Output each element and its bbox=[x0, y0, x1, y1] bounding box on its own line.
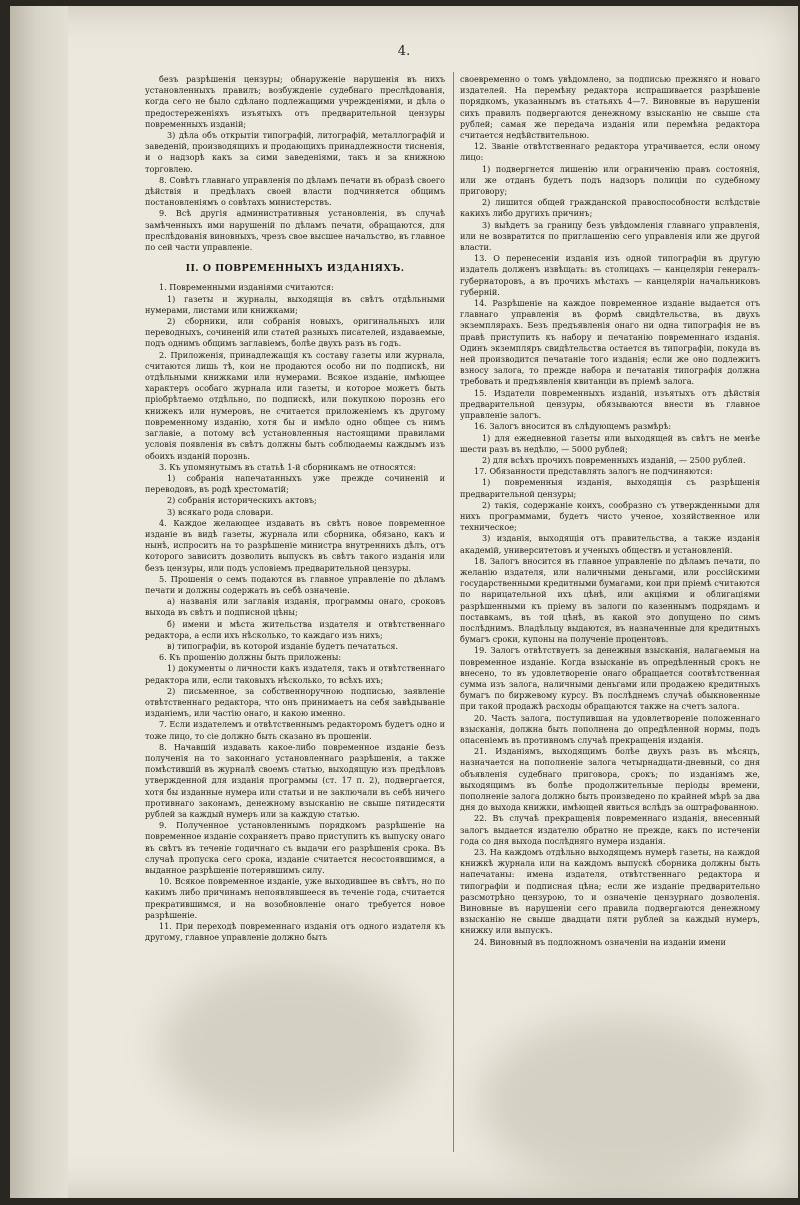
paragraph: 11. При переходѣ повременнаго изданія отъ одного издателя къ другому, главное управленіе должно быть bbox=[145, 921, 445, 943]
paragraph: 1) для ежедневной газеты или выходящей въ свѣтъ не менѣе шести разъ въ недѣлю, — 5000 рублей; bbox=[460, 432, 760, 454]
paragraph: б) имени и мѣста жительства издателя и отвѣтственнаго редактора, а если ихъ нѣсколько, то каждаго изъ нихъ; bbox=[145, 618, 445, 640]
paragraph: 3) всякаго рода словари. bbox=[167, 506, 274, 517]
right-column bbox=[460, 74, 760, 948]
paragraph: 3) дѣла объ открытіи типографій, литографій, металлографій и заведеній, производящихъ и продающихъ принадлежности тисненія, и о надзорѣ какъ за сими заведеніями, такъ и за книжною торговлею. bbox=[145, 130, 445, 174]
paragraph: 15. Издатели повременныхъ изданій, изъятыхъ отъ дѣйствія предварительной цензуры, обязываются внести въ главное управленіе залогъ. bbox=[460, 387, 760, 421]
left-column bbox=[145, 74, 445, 943]
paragraph: 9. Всѣ другія административныя установленія, въ случаѣ замѣченныхъ ими нарушеній по дѣламъ печати, обращаются, для преслѣдованія виновныхъ, чрезъ свое высшее начальство, въ главное по сей части управленіе. bbox=[145, 208, 445, 253]
paragraph: 9. Полученное установленнымъ порядкомъ разрѣшеніе на повременное изданіе сохраняетъ право приступить къ выпуску онаго въ свѣтъ въ теченіе годичнаго съ выдачи его разрѣшенія срока. Въ случаѣ пропуска сего срока, изданіе считается несостоявшимся, а выданное разрѣшеніе потерявшимъ силу. bbox=[145, 820, 445, 876]
paragraph: 1) собранія напечатанныхъ уже прежде сочиненій и переводовъ, въ родѣ хрестоматій; bbox=[145, 472, 445, 495]
paragraph: 2) лишится общей гражданской правоспособности вслѣдствіе какихъ либо другихъ причинъ; bbox=[460, 197, 760, 219]
paragraph: 2. Приложенія, принадлежащія къ составу газеты или журнала, считаются лишь тѣ, кои не продаются особо ни по подпискѣ, ни отдѣльными книжками или нумерами. Всякое изданіе, имѣющее характеръ особаго журнала или газеты, и которое можетъ быть пріобрѣтаемо отдѣльно, по подпискѣ, или покупкою порознь его книжекъ или нумеровъ, не считается приложеніемъ къ другому повременному изданію, хотя бы и имѣло одно общее съ нимъ заглавіе, а потому всѣ установленныя настоящими правилами условія появленія въ свѣтъ должны быть соблюдаемы каждымъ изъ обоихъ изданій порознь. bbox=[145, 349, 445, 461]
paragraph: 2) такія, содержаніе коихъ, сообразно съ утвержденными для нихъ программами, будетъ чисто ученое, хозяйственное или техническое; bbox=[460, 499, 760, 533]
paragraph: 1) газеты и журналы, выходящія въ свѣтъ отдѣльными нумерами, листами или книжками; bbox=[145, 293, 445, 315]
paragraph: 14. Разрѣшеніе на каждое повременное изданіе выдается отъ главнаго управленія въ формѣ свидѣтельства, въ двухъ экземплярахъ. Безъ предъявленія онаго ни одна типографія не въ правѣ приступить къ набору и печатанію повременнаго изданія. Одинъ экземпляръ свидѣтельства остается въ типографіи, покуда въ ней производится печатаніе того изданія; если же оно подлежитъ взносу залога, то прежде набора и печатанія типографія должна требовать и предъявленія квитанціи въ пріемѣ залога. bbox=[460, 298, 760, 387]
paragraph: 4. Каждое желающее издавать въ свѣтъ новое повременное изданіе въ видѣ газеты, журнала или сборника, обязано, какъ и нынѣ, испросить на то разрѣшеніе министра внутреннихъ дѣлъ, отъ которого зависитъ дозволить выпускъ въ свѣтъ такого изданія или безъ цензуры, или подъ условіемъ предварительной цензуры. bbox=[145, 517, 445, 573]
paragraph: безъ разрѣшенія цензуры; обнаруженіе нарушенія въ нихъ установленныхъ правилъ; возбужденіе судебнаго преслѣдованія, когда сего не было сдѣлано подлежащими учрежденіями, и дѣла о предостереженіяхъ изъятыхъ отъ предварительной цензуры повременныхъ изданій; bbox=[145, 74, 445, 129]
paragraph: 16. Залогъ вносится въ слѣдующемъ размѣрѣ: bbox=[474, 421, 672, 432]
paragraph: 22. Въ случаѣ прекращенія повременнаго изданія, внесенный залогъ выдается издателю обратно не прежде, какъ по истеченіи года со дня выхода послѣдняго нумера изданія. bbox=[460, 813, 760, 846]
water-stain bbox=[160, 966, 420, 1126]
paragraph: 12. Званіе отвѣтственнаго редактора утрачивается, если оному лицо: bbox=[460, 141, 760, 163]
paragraph: 5. Прошенія о семъ подаются въ главное управленіе по дѣламъ печати и должны содержать въ себѣ означеніе. bbox=[145, 573, 445, 595]
column-divider bbox=[453, 72, 454, 1152]
paragraph: а) названія или заглавія изданія, программы онаго, сроковъ выхода въ свѣтъ и подписной цѣны; bbox=[145, 596, 445, 618]
paragraph: 2) письменное, за собственноручною подписью, заявленіе отвѣтственнаго редактора, что онъ принимаетъ на себя завѣдываніе изданіемъ, или частію онаго, и какою именно. bbox=[145, 685, 445, 719]
paragraph: 3) выѣдетъ за границу безъ увѣдомленія главнаго управленія, или не возвратится по приглашенію сего управленія или же другой власти. bbox=[460, 219, 760, 253]
paragraph: 2) собранія историческихъ актовъ; bbox=[167, 495, 317, 506]
paragraph: 2) сборники, или собранія новыхъ, оригинальныхъ или переводныхъ, сочиненій или статей разныхъ писателей, издаваемые, подъ однимъ общимъ заглавіемъ, болѣе двухъ разъ въ годъ. bbox=[145, 316, 445, 349]
paragraph: 1. Повременными изданіями считаются: bbox=[159, 282, 334, 293]
page-number: 4. bbox=[397, 44, 411, 59]
paragraph: 10. Всякое повременное изданіе, уже выходившее въ свѣтъ, но по какимъ либо причинамъ непоявлявшееся въ теченіе года, считается прекратившимся, и на возобновленіе онаго требуется новое разрѣшеніе. bbox=[145, 876, 445, 920]
section-heading: II. О ПОВРЕМЕННЫХЪ ИЗДАНІЯХЪ. bbox=[185, 263, 405, 275]
paragraph: 20. Часть залога, поступившая на удовлетвореніе положеннаго взысканія, должна быть пополнена до опредѣленной нормы, подъ опасеніемъ въ противномъ случаѣ прекращенія изданія. bbox=[460, 712, 760, 745]
paragraph: 3. Къ упомянутымъ въ статьѣ 1-й сборникамъ не относятся: bbox=[159, 461, 417, 472]
paragraph: 8. Совѣтъ главнаго управленія по дѣламъ печати въ образѣ своего дѣйствія и предѣлахъ своей власти подчиняется общимъ постановленіямъ о совѣтахъ министерствъ. bbox=[145, 174, 445, 208]
paragraph: 1) повременныя изданія, выходящія съ разрѣшенія предварительной цензуры; bbox=[460, 477, 760, 499]
paragraph: 3) изданія, выходящія отъ правительства, а также изданія академій, университетовъ и ученыхъ обществъ и установленій. bbox=[460, 533, 760, 555]
paragraph: 1) документы о личности какъ издателя, такъ и отвѣтственнаго редактора или, если таковыхъ нѣсколько, то всѣхъ ихъ; bbox=[145, 663, 445, 685]
paragraph: 6. Къ прошенію должны быть приложены: bbox=[159, 652, 342, 663]
paragraph: 8. Начавшій издавать какое-либо повременное изданіе безъ полученія на то законнаго установленнаго разрѣшенія, а также помѣстившій въ журналѣ своемъ статью, выходящую изъ предѣловъ утвержденной для изданія программы (ст. 17 п. 2), подвергается, хотя бы изданные нумера или статьи и не заключали въ себѣ ничего противнаго законамъ, денежному взысканію не свыше пятидесяти рублей за каждый нумеръ или за каждую статью. bbox=[145, 741, 445, 819]
paragraph: 1) подвергнется лишенію или ограниченію правъ состоянія, или же отданъ будетъ подъ надзоръ полиціи по судебному приговору; bbox=[460, 163, 760, 197]
book-binding bbox=[10, 6, 68, 1198]
paragraph: 17. Обязанности представлять залогъ не подчиняются: bbox=[474, 466, 713, 477]
paragraph: 2) для всѣхъ прочихъ повременныхъ изданій, — 2500 рублей. bbox=[482, 454, 746, 465]
paragraph: 24. Виновный въ подложномъ означеніи на изданіи имени bbox=[474, 936, 726, 947]
paragraph: 21. Изданіямъ, выходящимъ болѣе двухъ разъ въ мѣсяцъ, назначается на пополненіе залога четырнадцати-дневный, со дня объявленія судебнаго приговора, срокъ; по изданіямъ же, выходящимъ въ болѣе продолжительные періоды времени, пополненіе залога должно быть произведено по крайней мѣрѣ за два дня до выхода книжки, имѣющей явиться вслѣдъ за оштрафованною. bbox=[460, 746, 760, 813]
document-page bbox=[10, 6, 798, 1198]
paragraph: 23. На каждомъ отдѣльно выходящемъ нумерѣ газеты, на каждой книжкѣ журнала или на каждомъ выпускѣ сборника должны быть напечатаны: имена издателя, отвѣтственнаго редактора и типографіи и подписная цѣна; если же изданіе предварительно разсмотрѣно цензурою, то и означеніе цензурнаго дозволенія. Виновные въ нарушеніи сего правила подвергаются денежному взысканію не свыше двадцати пяти рублей за каждый нумеръ, книжку или выпускъ. bbox=[460, 847, 760, 936]
paragraph: 19. Залогъ отвѣтствуетъ за денежныя взысканія, налагаемыя на повременное изданіе. Когда взысканіе въ опредѣленный срокъ не внесено, то въ удовлетвореніе онаго обращается соотвѣтственная сумма изъ залога, наличными деньгами или продажею кредитныхъ бумагъ по биржевому курсу. Въ послѣднемъ случаѣ обыкновенные при такой продажѣ расходы обращаются также на счетъ залога. bbox=[460, 645, 760, 712]
paragraph: 13. О перенесеніи изданія изъ одной типографіи въ другую издатель долженъ извѣщать: въ столицахъ — канцеляріи генералъ-губернаторовъ, а въ прочихъ мѣстахъ — канцеляріи начальниковъ губерній. bbox=[460, 253, 760, 297]
paragraph: 18. Залогъ вносится въ главное управленіе по дѣламъ печати, по желанію издателя, или наличными деньгами, или россійскими государственными кредитными бумагами, кои при пріемѣ считаются по нарицательной ихъ цѣнѣ, или акціями и облигаціями разрѣшенными къ пріему въ залоги по казеннымъ подрядамъ и поставкамъ, въ той цѣнѣ, въ какой это допущено по симъ послѣднимъ. Владѣльцу выдаются, въ назначенные для кредитныхъ бумагъ сроки, купоны на полученіе процентовъ. bbox=[460, 555, 760, 645]
water-stain bbox=[480, 1016, 760, 1186]
paragraph: 7. Если издателемъ и отвѣтственнымъ редакторомъ будетъ одно и тоже лицо, то сіе должно быть сказано въ прошеніи. bbox=[145, 719, 445, 741]
paragraph: своевременно о томъ увѣдомлено, за подписью прежняго и новаго издателей. На перемѣну редактора испрашивается разрѣшеніе порядкомъ, указаннымъ въ статьяхъ 4—7. Виновные въ нарушеніи сихъ правилъ подвергаются денежному взысканію не свыше ста рублей; самая же передача изданія или перемѣна редактора считается недѣйствительною. bbox=[460, 74, 760, 141]
paragraph: в) типографіи, въ которой изданіе будетъ печататься. bbox=[167, 640, 399, 651]
